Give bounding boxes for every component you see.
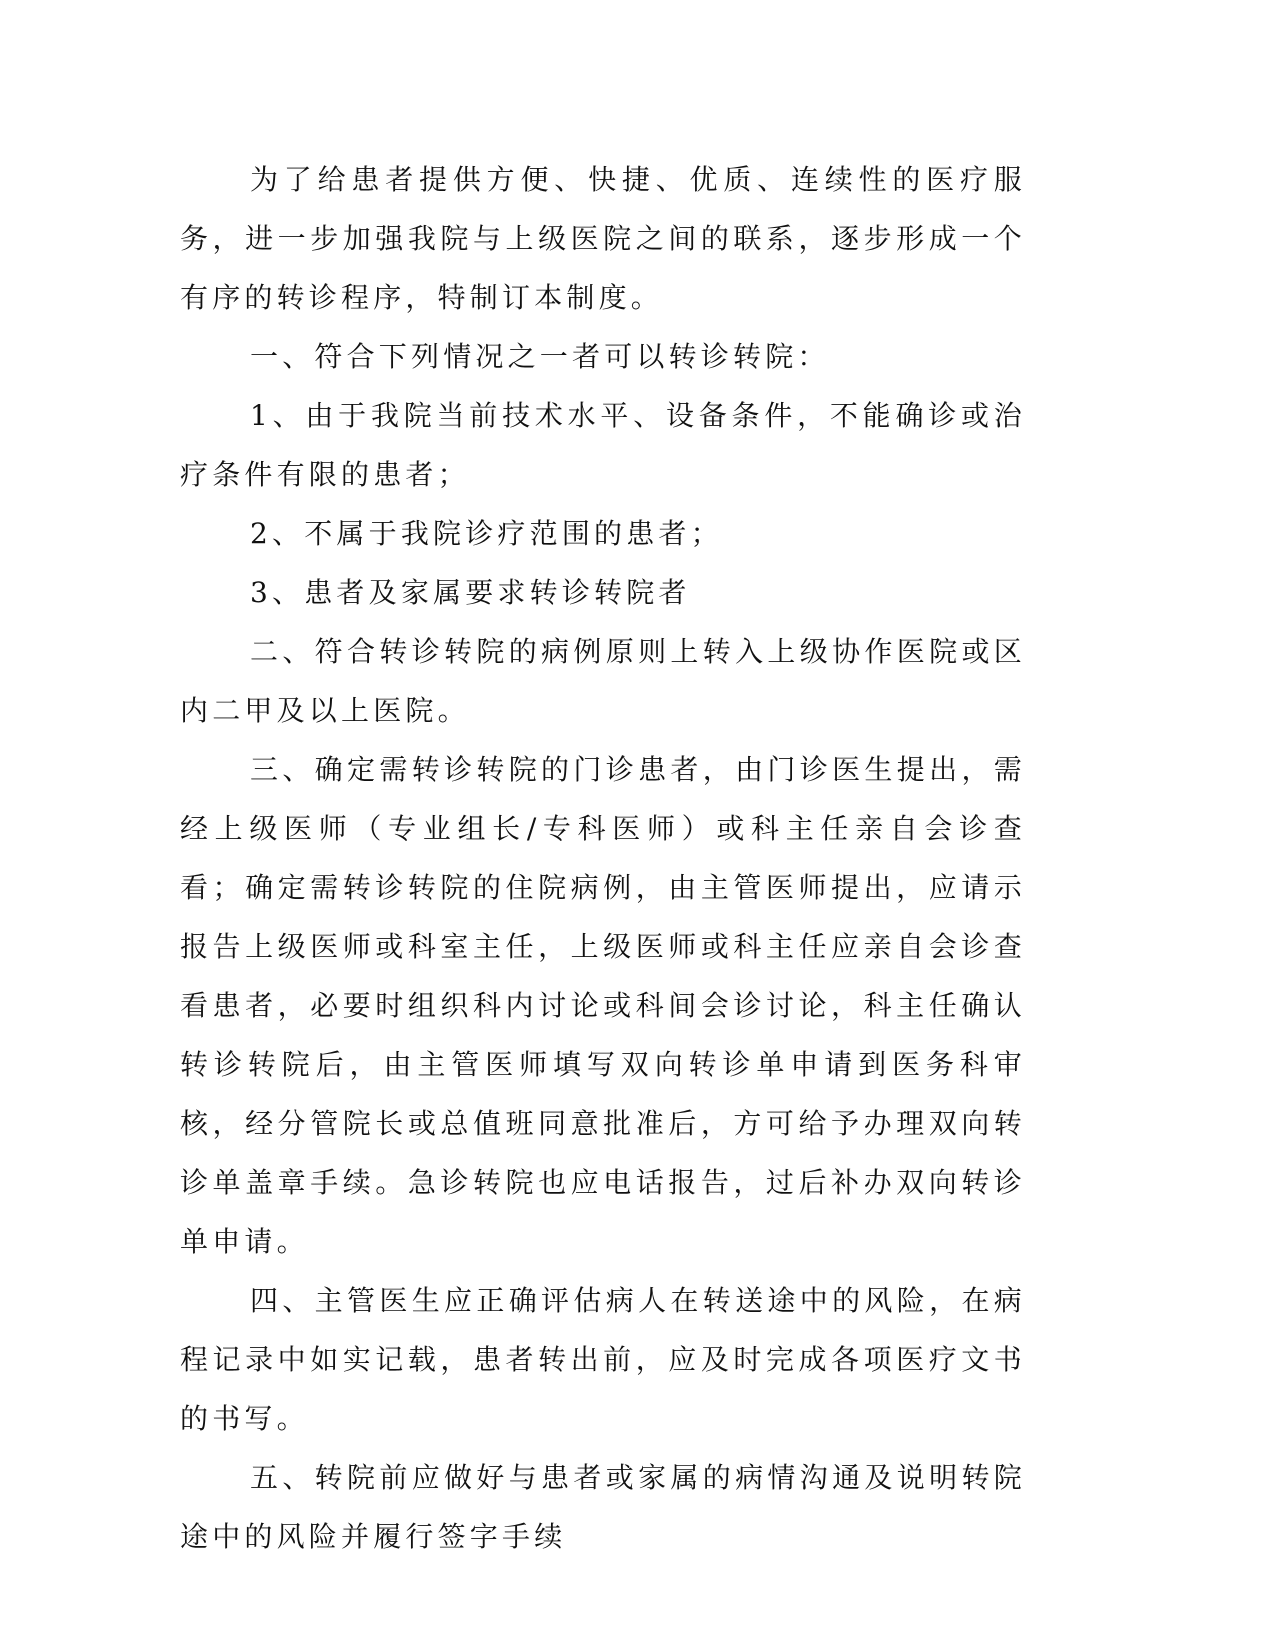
section-2-paragraph: 二、符合转诊转院的病例原则上转入上级协作医院或区内二甲及以上医院。	[180, 635, 1026, 727]
intro-paragraph: 为了给患者提供方便、快捷、优质、连续性的医疗服务，进一步加强我院与上级医院之间的联系，逐步形成一个有序的转诊程序，特制订本制度。	[180, 163, 1026, 314]
section-3-paragraph: 三、确定需转诊转院的门诊患者，由门诊医生提出，需经上级医师（专业组长/专科医师）或科主任亲自会诊查看；确定需转诊转院的住院病例，由主管医师提出，应请示报告上级医师或科室主任，上级医师或科主任应亲自会诊查看患者，必要时组织科内讨论或科间会诊讨论，科主任确认转诊转院后，由主管医师填写双向转诊单申请到医务科审核，经分管院长或总值班同意批准后，方可给予办理双向转诊单盖章手续。急诊转院也应电话报告，过后补办双向转诊单申请。	[180, 753, 1026, 1258]
list-item-3: 3、患者及家属要求转诊转院者	[250, 576, 691, 609]
list-item-2: 2、不属于我院诊疗范围的患者；	[250, 517, 723, 550]
section-5-paragraph: 五、转院前应做好与患者或家属的病情沟通及说明转院途中的风险并履行签字手续	[180, 1461, 1026, 1553]
section-1-heading: 一、符合下列情况之一者可以转诊转院：	[250, 340, 830, 373]
list-item-1: 1、由于我院当前技术水平、设备条件，不能确诊或治疗条件有限的患者；	[180, 399, 1026, 491]
section-4-paragraph: 四、主管医生应正确评估病人在转送途中的风险，在病程记录中如实记载，患者转出前，应及时完成各项医疗文书的书写。	[180, 1284, 1026, 1435]
document-body	[180, 150, 1026, 1566]
